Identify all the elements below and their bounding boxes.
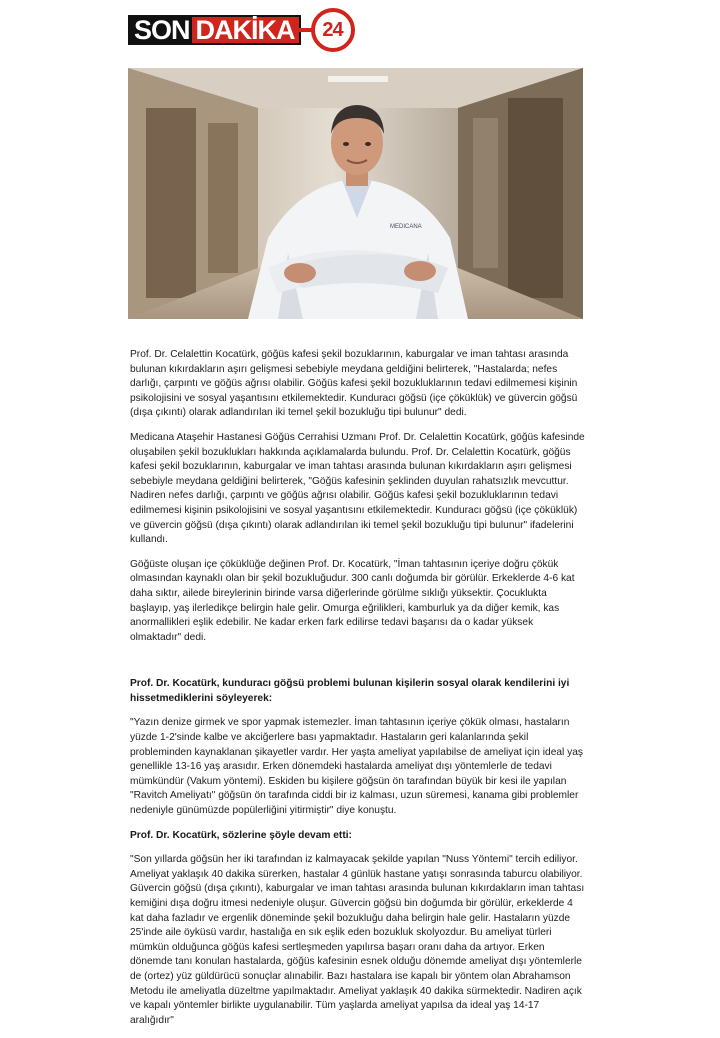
logo-number: 24 — [322, 18, 343, 41]
article-paragraph-5: "Son yıllarda göğsün her iki tarafından iz kalmayacak şekilde yapılan "Nuss Yöntemi" tercih ediliyor. Ameliyat yaklaşık 40 dakika sürerken, hastalar 4 günlük hastane yatışı sonrasında taburcu olabiliyor. Güvercin göğsü (dışa çıkıntı), kaburgalar ve iman tahtası arasında bulunan kıkırdakların iman tahtası kemiğini dışa doğru itmesi nedeniyle oluşur. Güvercin göğsü bin doğumda bir görülür, erkeklerde 4 kat daha fazladır ve ergenlik döneminde şekil bozukluğu daha belirgin hale gelir. Hastaların yüzde 25'inde aile öyküsü vardır, hastalığa en sık eşlik eden bozukluk skolyozdur. Bu ameliyat türleri mümkün olduğunca göğüs kafesi sertleşmeden yapılırsa başarı oranı daha da artıyor. Erken dönemde tanı konulan hastalarda, göğüs kafesinin esnek olduğu dönemde ameliyat dışı yöntemlerle de (ortez) yüz güldürücü sonuçlar alınabilir. Bazı hastalara ise kapalı bir yöntem olan Abrahamson Metodu ile ameliyatla düzeltme yapılmaktadır. Ameliyat yaklaşık 40 dakika sürmektedir. Nadiren açık ve kapalı yöntemler birlikte uygulanabilir. Tüm yaşlarda ameliyat yapılsa da ideal yaş 14-17 aralığıdır" — [130, 854, 585, 1026]
article-photo — [128, 68, 583, 319]
article-paragraph-4: "Yazın denize girmek ve spor yapmak istemezler. İman tahtasının içeriye çökük olması, hastaların yüzde 1-2'sinde kalbe ve akciğerlere bası yapmaktadır. Hastaların geri kalanlarında şekil probleminden kaynaklanan şikayetler vardır. Her yaşta ameliyat yapılabilse de ameliyat için ideal yaş genellikle 13-16 yaş arasıdır. Erken dönemdeki hastalarda ameliyat dışı yöntemlerle de tedavi mümkündür (Vakum yöntemi). Eskiden bu kişilere göğsün ön tarafından büyük bir kesi ile yapılan "Ravitch Ameliyatı" göğsün ön tarafında ciddi bir iz kalması, uzun süremesi, kanama gibi problemler nedeniyle günümüzde popülerliğini yitirmiştir" diye konuştu. — [130, 717, 584, 817]
article-paragraph-1: Prof. Dr. Celalettin Kocatürk, göğüs kafesi şekil bozuklarının, kaburgalar ve iman tahtası arasında bulunan kıkırdakların aşırı gelişmesi sebebiyle meydana geldiğini belirterek, "Hastalarda; nefes darlığı, çarpıntı ve göğüs ağrısı olabilir. Göğüs kafesi şekil bozukluklarının tedavi edilmemesi kişinin psikolojisini ve sosyal yaşantısını etkilemektedir. Kunduracı göğsü (içe çöküklük) ve güvercin göğsü (dışa çıkıntı) olarak adlandırılan iki temel şekil bozukluğu tipi bulunur" dedi. — [130, 349, 578, 419]
article-subheading-1: Prof. Dr. Kocatürk, kunduracı göğsü problemi bulunan kişilerin sosyal olarak kendilerini iyi hissetmediklerini söyleyerek: — [130, 678, 570, 704]
logo-text-dakika: DAKİKA — [192, 17, 299, 43]
site-logo[interactable] — [128, 6, 355, 54]
article-paragraph-3: Göğüste oluşan içe çöküklüğe değinen Prof. Dr. Kocatürk, "İman tahtasının içeriye doğru çökük olmasından kaynaklı olan bir şekil bozukluğudur. 300 canlı doğumda bir görülür. Erkeklerde 4-6 kat daha sıktır, ailede bireylerinin birinde varsa diğerlerinde görülme sıklığı yüksektir. Çocuklukta başlayıp, yaş ilerledikçe belirgin hale gelir. Omurga eğrilikleri, kamburluk ya da diğer kemik, kas anormallikleri eşlik edebilir. Ne kadar erken fark edilirse tedavi başarısı da o kadar yüksek olmaktadır" dedi. — [130, 558, 575, 643]
logo-wordmark — [128, 15, 301, 45]
article-body — [130, 348, 585, 1038]
logo-text-son: SON — [134, 15, 190, 45]
coat-logo-text: MEDICANA — [390, 224, 422, 230]
logo-circle-badge — [311, 8, 355, 52]
article-subheading-2: Prof. Dr. Kocatürk, sözlerine şöyle devam etti: — [130, 829, 352, 841]
doctor-portrait-illustration — [128, 68, 583, 319]
article-paragraph-2: Medicana Ataşehir Hastanesi Göğüs Cerrahisi Uzmanı Prof. Dr. Celalettin Kocatürk, göğüs kafesinde oluşabilen şekil bozuklukları hakkında açıklamalarda bulundu. Prof. Dr. Celalettin Kocatürk, göğüs kafesi şekil bozuklarının, kaburgalar ve iman tahtası arasında bulunan kıkırdakların aşırı gelişmesi sebebiyle meydana geldiğini belirterek, "Göğüs kafesinin şeklinden duyulan rahatsızlık mevcuttur. Nadiren nefes darlığı, çarpıntı ve göğüs ağrısı olabilir. Göğüs kafesi şekil bozukluklarının tedavi edilmemesi kişinin psikolojisini ve sosyal yaşantısını etkilemektedir. Kunduracı göğsü (içe çöküklük) ve güvercin göğsü (dışa çıkıntı) olarak adlandırılan iki temel şekil bozukluğu tipi bulunur" ifadelerini kullandı. — [130, 431, 585, 546]
section-spacer — [130, 655, 585, 677]
